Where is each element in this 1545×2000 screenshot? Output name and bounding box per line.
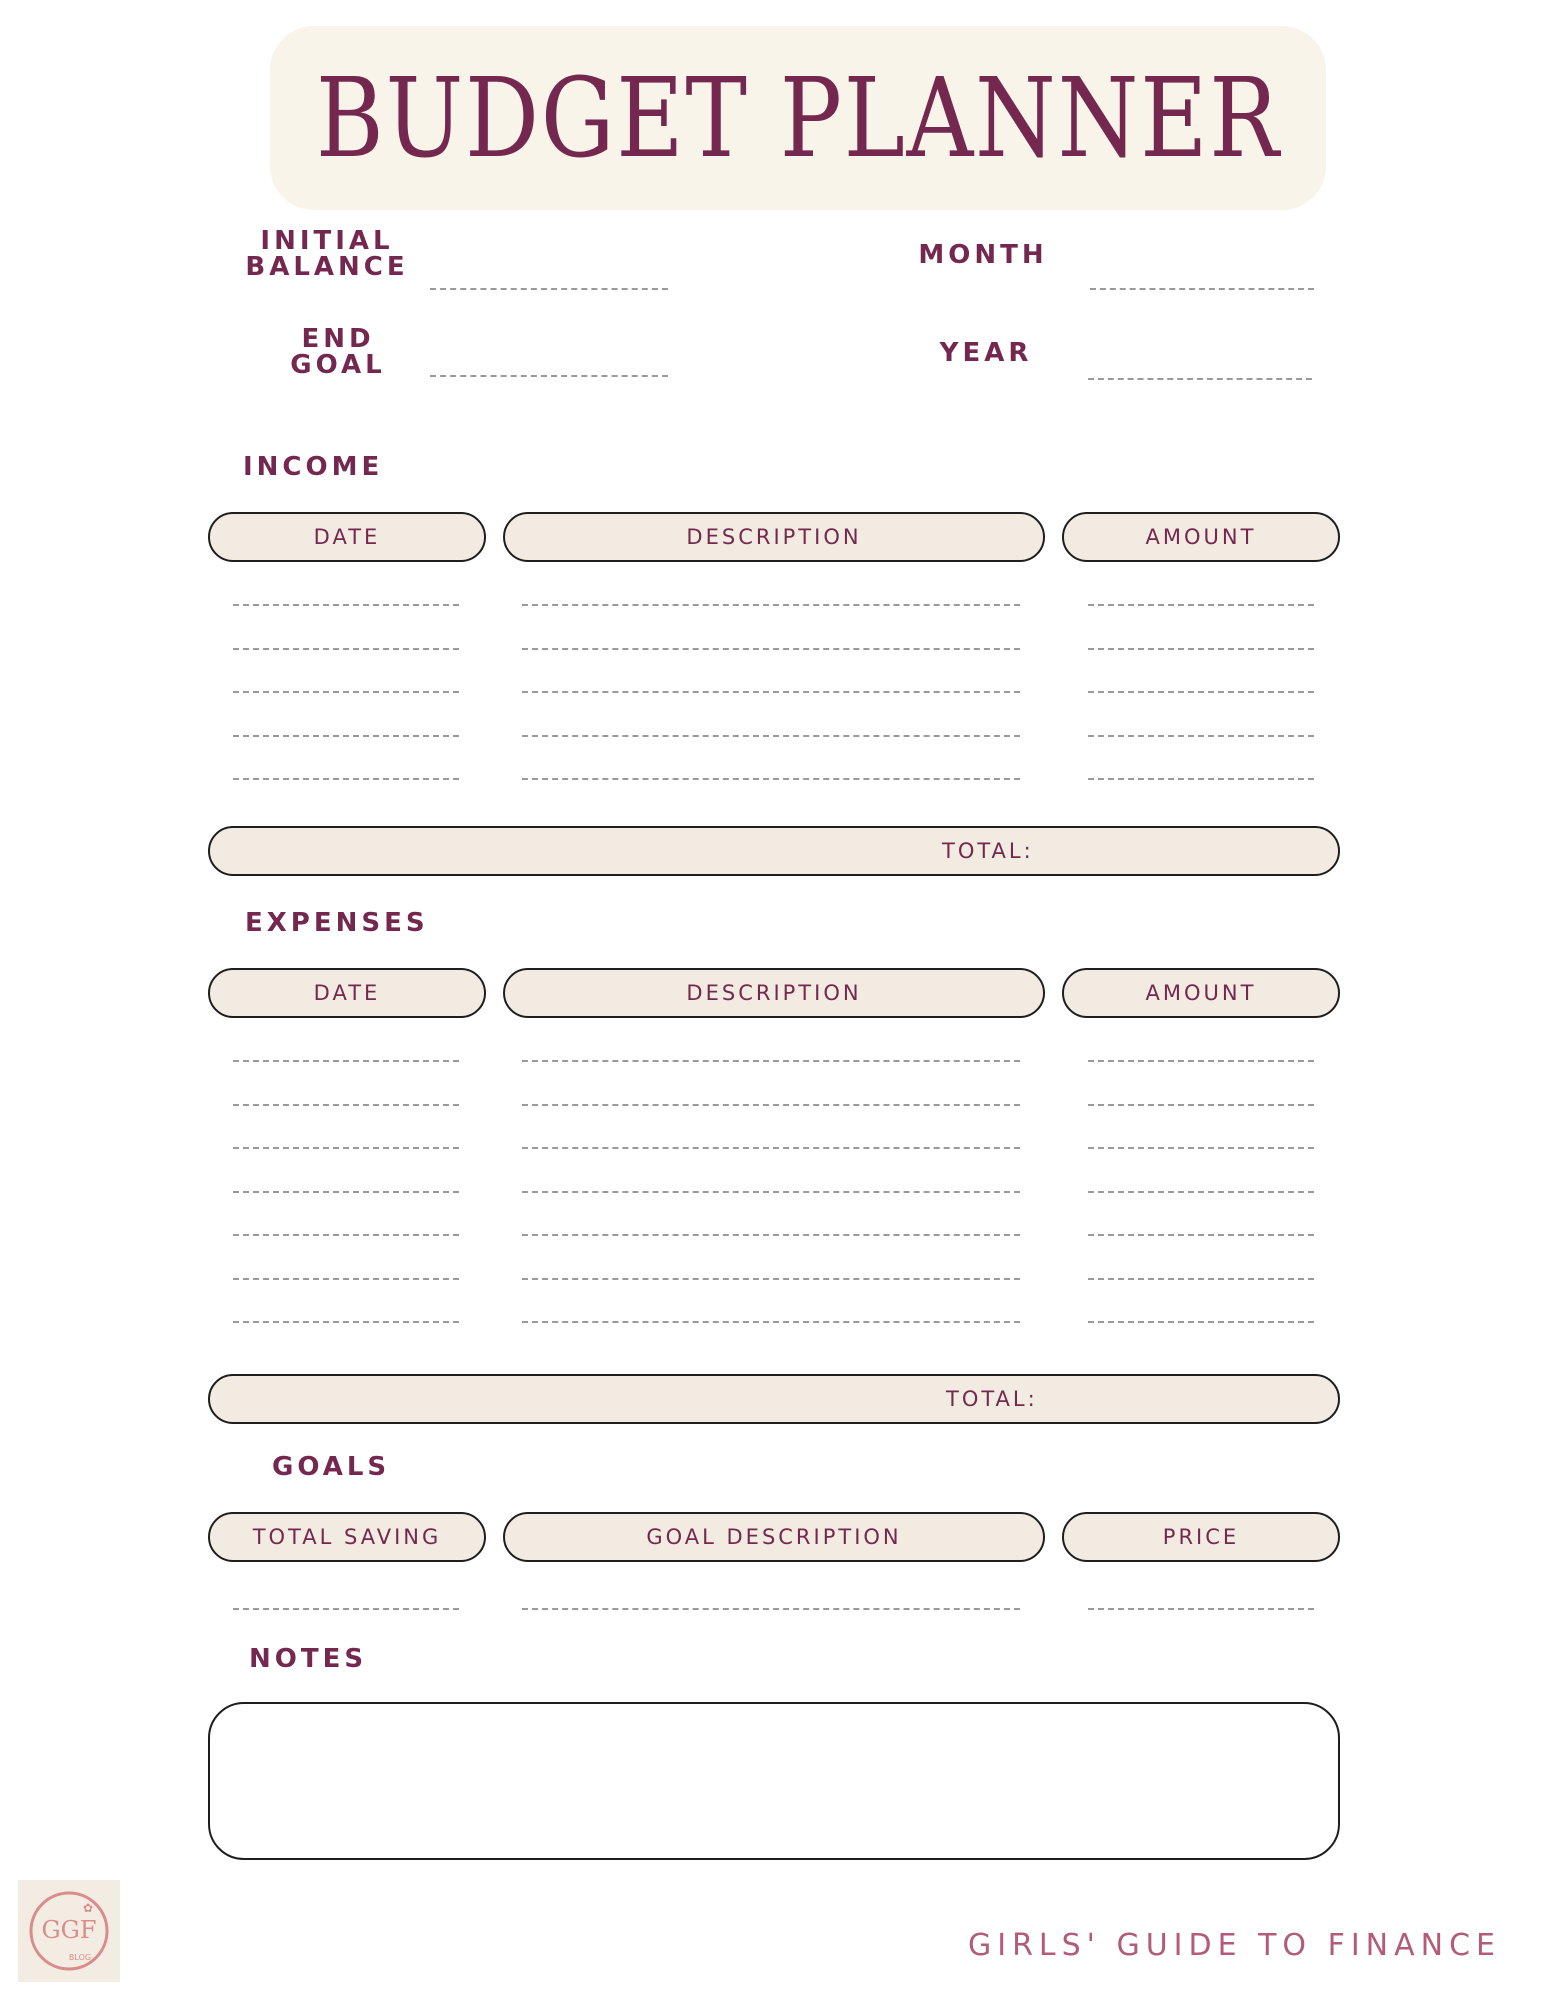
notes-heading: NOTES	[249, 1644, 368, 1674]
income-description-line[interactable]	[522, 604, 1020, 606]
income-amount-header: AMOUNT	[1062, 512, 1340, 562]
goals-price-header: PRICE	[1062, 1512, 1340, 1562]
income-amount-line[interactable]	[1088, 604, 1314, 606]
goals-total-saving-header: TOTAL SAVING	[208, 1512, 486, 1562]
goals-description-header: GOAL DESCRIPTION	[503, 1512, 1045, 1562]
expense-amount-line[interactable]	[1088, 1191, 1314, 1193]
expenses-total-label: TOTAL:	[946, 1387, 1038, 1411]
initial-balance-field[interactable]	[430, 288, 668, 290]
income-total-label: TOTAL:	[942, 839, 1034, 863]
expense-date-line[interactable]	[233, 1191, 459, 1193]
expenses-description-header: DESCRIPTION	[503, 968, 1045, 1018]
initial-balance-label	[238, 228, 416, 280]
expense-description-line[interactable]	[522, 1104, 1020, 1106]
expense-date-line[interactable]	[233, 1234, 459, 1236]
year-field[interactable]	[1088, 378, 1312, 380]
expense-description-line[interactable]	[522, 1147, 1020, 1149]
logo-badge-icon	[18, 1880, 120, 1982]
expense-amount-line[interactable]	[1088, 1060, 1314, 1062]
footer-brand: GIRLS' GUIDE TO FINANCE	[967, 1928, 1501, 1963]
income-amount-line[interactable]	[1088, 691, 1314, 693]
month-field[interactable]	[1090, 288, 1314, 290]
year-label: YEAR	[939, 338, 1033, 368]
ggf-logo	[18, 1880, 120, 1982]
income-total-bar	[208, 826, 1340, 876]
expenses-amount-header: AMOUNT	[1062, 968, 1340, 1018]
income-date-header: DATE	[208, 512, 486, 562]
expense-amount-line[interactable]	[1088, 1104, 1314, 1106]
income-date-line[interactable]	[233, 735, 459, 737]
income-description-line[interactable]	[522, 778, 1020, 780]
expenses-heading: EXPENSES	[245, 908, 429, 938]
income-amount-line[interactable]	[1088, 778, 1314, 780]
income-description-line[interactable]	[522, 691, 1020, 693]
goal-price-field[interactable]	[1088, 1608, 1314, 1610]
income-heading: INCOME	[243, 452, 384, 482]
expense-description-line[interactable]	[522, 1321, 1020, 1323]
income-description-line[interactable]	[522, 648, 1020, 650]
expense-date-line[interactable]	[233, 1278, 459, 1280]
end-goal-label	[278, 326, 398, 378]
expense-date-line[interactable]	[233, 1321, 459, 1323]
end-goal-field[interactable]	[430, 375, 668, 377]
end-goal-line1: END	[301, 324, 375, 354]
expense-date-line[interactable]	[233, 1060, 459, 1062]
expense-amount-line[interactable]	[1088, 1321, 1314, 1323]
income-date-line[interactable]	[233, 604, 459, 606]
expense-date-line[interactable]	[233, 1147, 459, 1149]
income-date-line[interactable]	[233, 691, 459, 693]
logo-text: GGF	[41, 1916, 97, 1944]
income-amount-line[interactable]	[1088, 735, 1314, 737]
goal-description-field[interactable]	[522, 1608, 1020, 1610]
expense-description-line[interactable]	[522, 1234, 1020, 1236]
expense-amount-line[interactable]	[1088, 1147, 1314, 1149]
expense-date-line[interactable]	[233, 1104, 459, 1106]
page-title: BUDGET PLANNER	[315, 54, 1281, 182]
expense-description-line[interactable]	[522, 1060, 1020, 1062]
income-amount-line[interactable]	[1088, 648, 1314, 650]
income-description-header: DESCRIPTION	[503, 512, 1045, 562]
goal-total-saving-field[interactable]	[233, 1608, 459, 1610]
expense-description-line[interactable]	[522, 1191, 1020, 1193]
expenses-date-header: DATE	[208, 968, 486, 1018]
expense-amount-line[interactable]	[1088, 1234, 1314, 1236]
income-description-line[interactable]	[522, 735, 1020, 737]
income-date-line[interactable]	[233, 648, 459, 650]
income-date-line[interactable]	[233, 778, 459, 780]
initial-balance-line2: BALANCE	[245, 252, 409, 282]
logo-flower-icon: ✿	[82, 1901, 94, 1915]
goals-heading: GOALS	[272, 1452, 391, 1482]
month-label: MONTH	[918, 240, 1048, 270]
notes-textarea[interactable]	[208, 1702, 1340, 1860]
expense-amount-line[interactable]	[1088, 1278, 1314, 1280]
title-banner	[270, 26, 1326, 210]
expense-description-line[interactable]	[522, 1278, 1020, 1280]
initial-balance-line1: INITIAL	[260, 226, 394, 256]
logo-sub: BLOG	[68, 1953, 92, 1962]
end-goal-line2: GOAL	[290, 350, 386, 380]
expenses-total-bar	[208, 1374, 1340, 1424]
